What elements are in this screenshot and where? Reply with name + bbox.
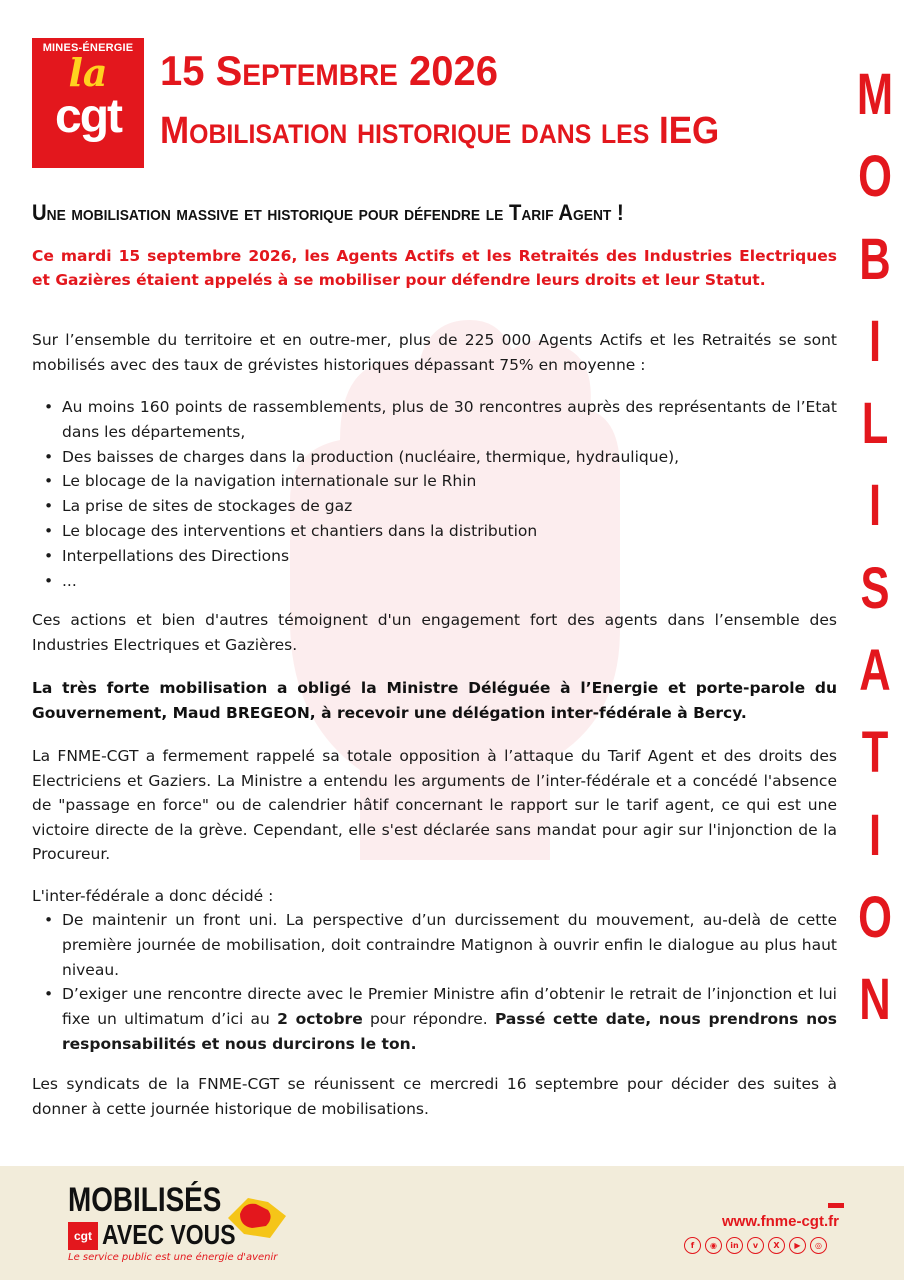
cgt-logo [32,38,144,168]
website-link[interactable]: www.fnme-cgt.fr [722,1213,839,1230]
decision-text-1: D’exiger une rencontre directe avec le Premier Ministre afin d’obtenir le retrait de l’injonction et lui fixe un ultimatum d’ici au [62,985,837,1029]
decision-item-ultimatum [62,982,837,1056]
facebook-icon[interactable]: f [684,1237,701,1254]
action-item: • Interpellations des Directions [62,544,837,569]
vertical-letter: O [858,144,892,210]
vertical-letter: T [861,720,889,786]
decision-text-2: pour répondre. [362,1010,495,1029]
paragraph-decision-intro: L'inter-fédérale a donc décidé : [32,887,274,905]
logo-la: la [68,50,108,95]
vimeo-icon[interactable]: v [747,1237,764,1254]
title-date: 15 Septembre 2026 [160,48,498,95]
vertical-letter: N [859,967,891,1033]
intro-paragraph: Ce mardi 15 septembre 2026, les Agents Actifs et les Retraités des Industries Electriques et Gazières étaient appelés à se mobiliser pour défendre leurs droits et leur Statut. [32,247,837,289]
handshake-fist-icon [222,1188,292,1244]
vertical-letter: M [856,62,894,127]
youtube-icon[interactable]: ▶ [789,1237,806,1254]
vertical-letter: I [868,308,882,374]
actions-list [32,395,837,593]
paragraph-ministre: La très forte mobilisation a obligé la Ministre Déléguée à l’Energie et porte-parole du Gouvernement, Maud BREGEON, à recevoir une délégation inter-fédérale à Bercy. [32,679,837,722]
social-icons [684,1237,827,1254]
footer-tagline: Le service public est une énergie d'avenir [68,1252,278,1263]
vertical-letter: L [861,391,889,457]
footer-avec-vous: AVEC VOUS [102,1219,236,1250]
instagram-icon[interactable]: ◎ [810,1237,827,1254]
linkedin-icon[interactable]: in [726,1237,743,1254]
footer-cgt-logo: cgt [68,1222,98,1250]
snapchat-icon[interactable]: ◉ [705,1237,722,1254]
subtitle: Une mobilisation massive et historique pour défendre le Tarif Agent ! [32,200,624,225]
action-item: • Au moins 160 points de rassemblements, plus de 30 rencontres auprès des représentants de l’Etat dans les départements, [62,395,837,445]
vertical-mobilisation-word [850,54,900,1124]
vertical-letter: B [859,226,891,292]
logo-federation-name: MINES-ÉNERGIE [42,42,134,54]
vertical-letter: A [859,638,891,704]
paragraph-syndicats: Les syndicats de la FNME-CGT se réunissent ce mercredi 16 septembre pour décider des suites à donner à cette journée historique de mobilisations. [32,1075,837,1118]
paragraph-mobilisation-figures: Sur l’ensemble du territoire et en outre-mer, plus de 225 000 Agents Actifs et les Retraités se sont mobilisés avec des taux de grévistes historiques dépassant 75% en moyenne : [32,331,837,374]
vertical-letter: I [868,802,882,868]
decision-warning: Passé cette date, nous prendrons nos responsabilités et nous durcirons le ton. [62,1010,837,1053]
footer-red-mark [828,1203,844,1208]
title-main: Mobilisation historique dans les IEG [160,110,720,152]
decision-date: 2 octobre [277,1010,363,1029]
action-item: • Des baisses de charges dans la production (nucléaire, thermique, hydraulique), [62,445,837,470]
action-item: • Le blocage des interventions et chantiers dans la distribution [62,519,837,544]
vertical-letter: S [860,555,890,621]
action-item: • La prise de sites de stockages de gaz [62,494,837,519]
paragraph-fnme-position: La FNME-CGT a fermement rappelé sa totale opposition à l’attaque du Tarif Agent et des droits des Electriciens et Gaziers. La Ministre a entendu les arguments de l’inter-fédérale et a concédé l'absence de "passage en force" ou de calendrier hâtif concernant le rapport sur le tarif agent, ce qui est une victoire directe de la grève. Cependant, elle s'est déclarée sans mandat pour agir sur l'injonction de la Procureur. [32,747,837,863]
vertical-letter: I [868,473,882,539]
logo-cgt: cgt [55,90,121,143]
footer-mobilises: MOBILISÉS [68,1181,222,1219]
decisions-list [32,908,837,1057]
decision-item-front-uni: • De maintenir un front uni. La perspective d’un durcissement du mouvement, au-delà de cette première journée de mobilisation, doit contraindre Matignon à ouvrir enfin le dialogue au plus haut niveau. [62,908,837,982]
action-item: • ... [62,569,837,594]
x-icon[interactable]: X [768,1237,785,1254]
vertical-letter: O [858,884,892,950]
action-item: • Le blocage de la navigation internationale sur le Rhin [62,469,837,494]
paragraph-engagement: Ces actions et bien d'autres témoignent d'un engagement fort des agents dans l’ensemble des Industries Electriques et Gazières. [32,611,837,654]
